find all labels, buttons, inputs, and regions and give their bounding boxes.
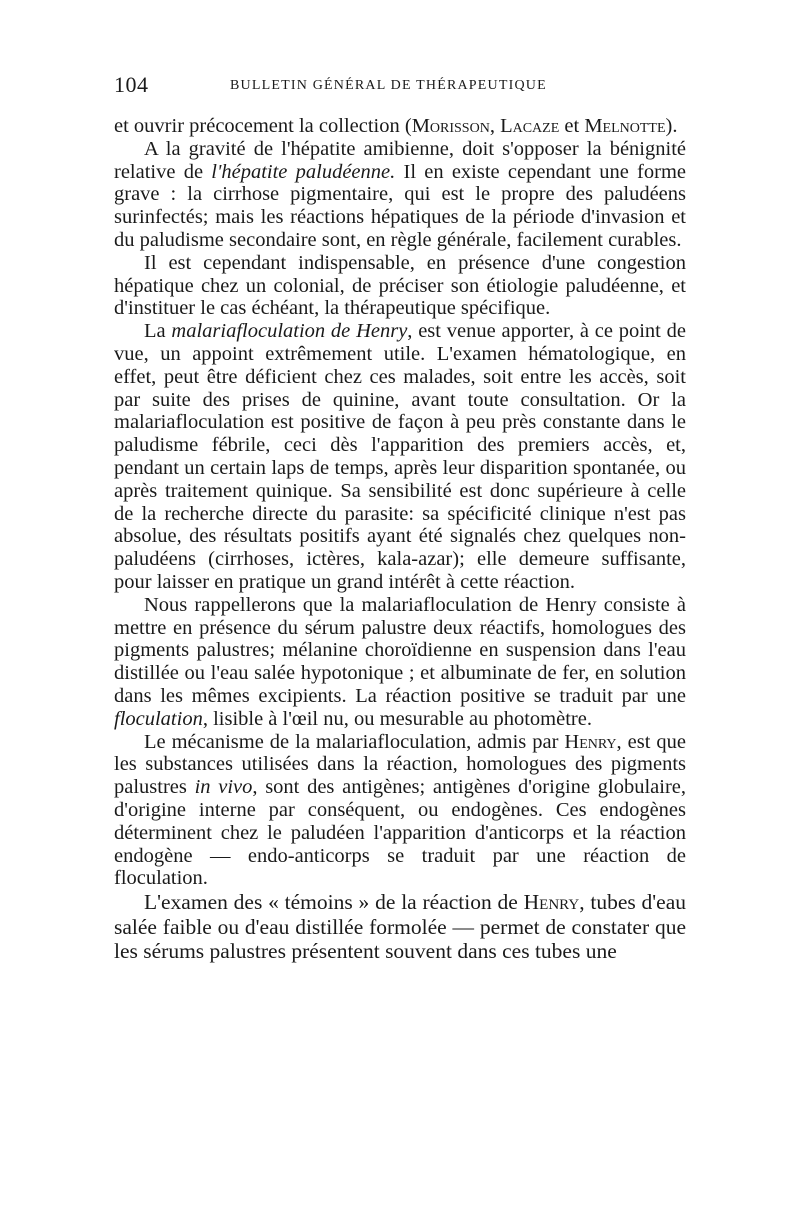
text-segment: ). (665, 115, 678, 137)
emphasis: in vivo (194, 776, 253, 799)
text-segment: et (559, 115, 585, 137)
paragraph-5 (114, 594, 686, 731)
author-name: Henry (523, 890, 580, 915)
text-segment: et ouvrir précocement la collection ( (114, 115, 412, 137)
text-segment: , est que les substances utilisées dans la réaction, homologues des pigments palustres (114, 730, 687, 799)
text-segment: La (144, 320, 172, 343)
text-segment: Il est cependant indispensable, en présence d'une congestion hépatique chez un colonial, de préciser son étiologie paludéenne, et d'instituer le cas échéant, la thérapeutique spécifique. (114, 251, 686, 320)
author-name: Morisson (411, 115, 490, 137)
running-title: BULLETIN GÉNÉRAL DE THÉRAPEUTIQUE (230, 78, 547, 93)
text-segment: Il en existe cependant une forme grave : la cirrhose pigmentaire, qui est le propre des paludéens surinfectés; mais les réactions hépatiques de la période d'invasion et du paludisme secondaire sont, en règle générale, facilement curables. (114, 160, 686, 251)
text-segment: Le mécanisme de la malariafloculation, admis par (144, 730, 565, 753)
paragraph-1 (114, 115, 686, 138)
paragraph-7 (114, 890, 686, 964)
text-segment: , lisible à l'œil nu, ou mesurable au photomètre. (202, 707, 592, 730)
body-text (114, 115, 686, 964)
author-name: Lacaze (500, 115, 560, 137)
paragraph-4 (114, 320, 686, 594)
emphasis: l'hépatite paludéenne. (211, 160, 396, 183)
text-segment: , est venue apporter, à ce point de vue, un appoint extrêmement utile. L'examen hématologique, en effet, peut être déficient chez ces malades, soit entre les accès, soit par suite des prises de quinine, avant toute consultation. Or la malariafloculation est positive de façon à peu près constante dans le paludisme fébrile, ceci dès l'apparition des premiers accès, et, pendant un certain laps de temps, après leur disparition spontanée, ou après traitement quinique. Sa sensibilité est donc supérieure à celle de la recherche directe du parasite: sa spécificité clinique n'est pas absolue, des résultats positifs ayant été signalés chez quelques non-paludéens (cirrhoses, ictères, kala-azar); elle demeure suffisante, pour laisser en pratique un grand intérêt à cette réaction. (114, 320, 686, 593)
text-segment: L'examen des « témoins » de la réaction de (144, 890, 524, 915)
paragraph-3 (114, 252, 686, 320)
paragraph-6 (114, 731, 686, 891)
author-name: Henry (564, 730, 617, 753)
paragraph-2 (114, 138, 686, 252)
text-segment: Nous rappellerons que la malariafloculation de Henry consiste à mettre en présence du sérum palustre deux réactifs, homologues des pigments palustres; mélanine choroïdienne en suspension dans l'eau distillée ou l'eau salée hypotonique ; et albuminate de fer, en solution dans les mêmes excipients. La réaction positive se traduit par une (114, 593, 686, 707)
text-segment: A la gravité de l'hépatite amibienne, doit s'opposer la bénignité relative de (114, 137, 686, 183)
emphasis: malariafloculation de Henry (171, 320, 408, 343)
page-number: 104 (114, 72, 149, 97)
page-header (114, 72, 686, 102)
author-name: Melnotte (584, 115, 666, 137)
emphasis: floculation (114, 707, 203, 730)
text-segment: , sont des antigènes; antigènes d'origine globulaire, d'origine interne par conséquent, ou endogènes. Ces endogènes déterminent chez le paludéen l'apparition d'anticorps et la réaction endogène — endo-anticorps se traduit par une réaction de floculation. (114, 776, 686, 890)
text-segment: , (489, 115, 501, 137)
text-segment: , tubes d'eau salée faible ou d'eau distillée formolée — permet de constater que les sérums palustres présentent souvent dans ces tubes une (114, 890, 687, 964)
